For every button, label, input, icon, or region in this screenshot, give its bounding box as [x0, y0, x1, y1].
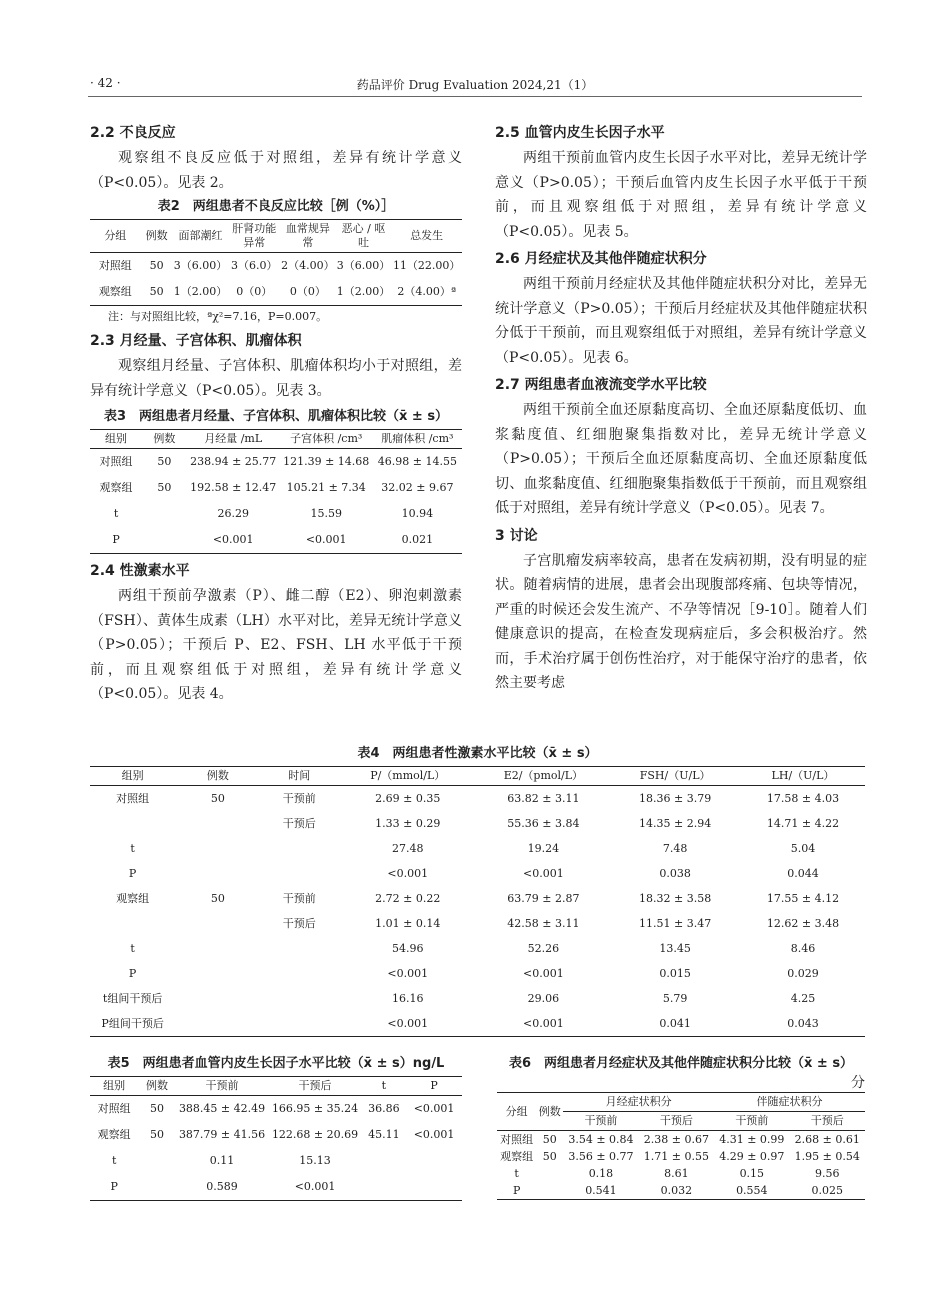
table4-cell: 7.48 — [662, 842, 688, 855]
section-3-title: 3 讨论 — [495, 527, 538, 544]
table3-cell: 32.02 ± 9.67 — [381, 481, 454, 494]
table4-row — [90, 886, 865, 911]
table2-cell: 3（6.00） — [173, 259, 228, 272]
table2-header-cell: 恶心 / 呕吐 — [336, 220, 392, 253]
section-2-3-text: 观察组月经量、子宫体积、肌瘤体积均小于对照组，差异有统计学意义（P<0.05）。见表 3。 — [90, 358, 462, 399]
table3-header-cell: 肌瘤体积 /cm³ — [373, 430, 462, 449]
left-column — [90, 118, 462, 707]
table4-cell: <0.001 — [523, 1017, 564, 1030]
table6-row — [497, 1182, 865, 1200]
table6-cell: 3.56 ± 0.77 — [568, 1150, 634, 1163]
right-column — [495, 118, 867, 696]
table4-cell — [261, 986, 339, 1011]
table4-cell — [175, 936, 260, 961]
table5-cell: t — [111, 1154, 117, 1167]
section-2-5-title: 2.5 血管内皮生长因子水平 — [495, 125, 665, 141]
table4-cell — [261, 936, 339, 961]
table2-cell: 1（2.00） — [336, 285, 391, 298]
table4-cell — [90, 811, 175, 836]
table3-cell: 192.58 ± 12.47 — [190, 481, 277, 494]
table6-header-cell: 例数 — [536, 1093, 563, 1131]
table3-cell — [142, 527, 187, 554]
table4-header-cell: 组别 — [90, 767, 175, 786]
table4-cell — [175, 1011, 260, 1037]
table2-cell: 2（4.00） — [281, 259, 335, 272]
table4-cell: 14.71 ± 4.22 — [766, 817, 840, 830]
table5-cell — [138, 1174, 175, 1201]
table3-header-cell: 组别 — [90, 430, 142, 449]
page-number: · 42 · — [90, 76, 121, 90]
table6-cell: 2.38 ± 0.67 — [643, 1133, 709, 1146]
table5-cell: 0.589 — [206, 1180, 238, 1193]
table4-cell: 0.043 — [787, 1017, 819, 1030]
table6-row — [497, 1131, 865, 1149]
table5-cell: 387.79 ± 41.56 — [178, 1128, 266, 1141]
section-2-4-text: 两组干预前孕激素（P）、雌二醇（E2）、卵泡刺激素（FSH）、黄体生成素（LH）水平对比，差异无统计学意义（P>0.05）；干预后 P、E2、FSH、LH 水平低于干预前，而且观察组低于对照组，差异有统计学意义（P<0.05）。见表 4。 — [90, 588, 462, 702]
table3-cell: 对照组 — [99, 455, 133, 468]
table4-cell: 0.038 — [659, 867, 691, 880]
table4-row — [90, 811, 865, 836]
section-2-5-text: 两组干预前血管内皮生长因子水平对比，差异无统计学意义（P>0.05）；干预后血管内皮生长因子水平低于干预前，而且观察组低于对照组，差异有统计学意义（P<0.05）。见表 5。 — [495, 150, 867, 240]
section-2-2-title: 2.2 不良反应 — [90, 125, 176, 141]
table5-header-cell: 干预后 — [269, 1077, 362, 1096]
table6-cell: 9.56 — [815, 1167, 840, 1180]
table2-caption: 表2 两组患者不良反应比较［例（%）］ — [157, 199, 395, 214]
section-2-3-title: 2.3 月经量、子宫体积、肌瘤体积 — [90, 333, 302, 349]
table6-cell: 1.95 ± 0.54 — [794, 1150, 860, 1163]
table5-cell — [138, 1148, 175, 1174]
table4-cell: 0.041 — [659, 1017, 691, 1030]
table6-row — [497, 1148, 865, 1165]
table4-cell: 1.01 ± 0.14 — [375, 917, 441, 930]
table4-caption: 表4 两组患者性激素水平比较（x̄ ± s） — [357, 746, 598, 761]
table3-cell: 46.98 ± 14.55 — [377, 455, 457, 468]
table6-cell: 0.025 — [811, 1184, 844, 1197]
table6-cell: 0.541 — [585, 1184, 617, 1197]
table5-header-cell: t — [362, 1077, 407, 1096]
table2-header-cell: 肝肾功能异常 — [228, 220, 280, 253]
table6-cell: 3.54 ± 0.84 — [568, 1133, 634, 1146]
table4-cell: <0.001 — [523, 967, 564, 980]
table4-cell: 27.48 — [392, 842, 424, 855]
table4-cell: 1.33 ± 0.29 — [375, 817, 441, 830]
table4-cell: P组间干预后 — [101, 1017, 164, 1030]
table4-cell: 50 — [210, 792, 225, 805]
table4-cell: 29.06 — [527, 992, 560, 1005]
table6-cell: 2.68 ± 0.61 — [794, 1133, 860, 1146]
table4-cell: <0.001 — [387, 867, 429, 880]
table3-cell: 15.59 — [310, 507, 342, 520]
table5-caption: 表5 两组患者血管内皮生长因子水平比较（x̄ ± s）ng/L — [107, 1056, 445, 1071]
table4-cell: 2.69 ± 0.35 — [375, 792, 441, 805]
table5-row — [90, 1148, 462, 1174]
table3-cell: 10.94 — [401, 507, 434, 520]
table4-cell: t — [130, 942, 135, 955]
table3-caption: 表3 两组患者月经量、子宫体积、肌瘤体积比较（x̄ ± s） — [103, 409, 449, 424]
table5-header-cell: P — [406, 1077, 462, 1096]
table4-cell — [261, 1011, 339, 1037]
table4-cell: t — [130, 842, 135, 855]
table4-cell: 17.55 ± 4.12 — [766, 892, 840, 905]
table3-cell: 50 — [157, 481, 172, 494]
table4-cell: 5.04 — [790, 842, 816, 855]
table3-cell: 50 — [157, 455, 172, 468]
table3-header-cell: 月经量 /mL — [187, 430, 280, 449]
table6-subheader-cell: 干预后 — [790, 1112, 865, 1131]
table4-row — [90, 911, 865, 936]
section-2-7-title: 2.7 两组患者血液流变学水平比较 — [495, 377, 707, 393]
table2-header-cell: 总发生 — [391, 220, 462, 253]
table6-cell: 50 — [542, 1133, 557, 1146]
table4-block — [90, 742, 865, 1037]
table6-cell: 0.15 — [739, 1167, 765, 1180]
table4-cell: 17.58 ± 4.03 — [766, 792, 840, 805]
table5-cell: <0.001 — [413, 1102, 455, 1115]
table2-cell: 1（2.00） — [173, 285, 228, 298]
table4-row — [90, 861, 865, 886]
table4-row — [90, 1011, 865, 1037]
table5-header-cell: 例数 — [138, 1077, 175, 1096]
table5-cell — [406, 1148, 462, 1174]
table4-cell: <0.001 — [523, 867, 564, 880]
table6-block — [497, 1052, 865, 1200]
table4-row — [90, 786, 865, 812]
table6-cell: 4.29 ± 0.97 — [719, 1150, 785, 1163]
table3-cell — [142, 501, 187, 527]
table5-cell: 388.45 ± 42.49 — [178, 1102, 266, 1115]
table4-cell: 52.26 — [527, 942, 560, 955]
table6-cell — [536, 1165, 563, 1182]
table6-subheader-cell: 干预后 — [639, 1112, 714, 1131]
table4-cell: 4.25 — [790, 992, 816, 1005]
table5-header-cell: 组别 — [90, 1077, 138, 1096]
table4-cell: 11.51 ± 3.47 — [639, 917, 712, 930]
table2-row — [90, 279, 462, 306]
table4-cell: 63.82 ± 3.11 — [507, 792, 580, 805]
table4-cell: 0.015 — [659, 967, 691, 980]
table4-header-cell: E2/（pmol/L） — [478, 767, 610, 786]
table5-cell: 15.13 — [299, 1154, 331, 1167]
table4-cell: 18.36 ± 3.79 — [639, 792, 712, 805]
table4-cell — [175, 986, 260, 1011]
table3-header-cell: 子宫体积 /cm³ — [280, 430, 373, 449]
table4-cell: <0.001 — [387, 967, 429, 980]
table5-cell: P — [110, 1180, 118, 1193]
table5-cell: 166.95 ± 35.24 — [271, 1102, 359, 1115]
table2-header-cell: 面部潮红 — [173, 220, 229, 253]
table5-cell: 对照组 — [97, 1102, 131, 1115]
table2-cell: 0（0） — [289, 285, 326, 298]
table5-cell: <0.001 — [294, 1180, 336, 1193]
table2-cell: 50 — [149, 285, 164, 298]
table6-group-header: 月经症状积分 — [563, 1093, 714, 1112]
table4-cell: 干预前 — [282, 792, 316, 805]
table6-cell: t — [514, 1167, 519, 1180]
table4-cell: 干预后 — [282, 817, 316, 830]
table4-cell: 8.46 — [790, 942, 816, 955]
table6-cell: 4.31 ± 0.99 — [719, 1133, 785, 1146]
table4-cell: 63.79 ± 2.87 — [507, 892, 580, 905]
table5-block — [90, 1052, 462, 1201]
table2-cell: 3（6.00） — [336, 259, 391, 272]
table5-row — [90, 1122, 462, 1148]
table2-cell: 3（6.0） — [230, 259, 278, 272]
section-2-2-text: 观察组不良反应低于对照组，差异有统计学意义（P<0.05）。见表 2。 — [90, 150, 462, 191]
table4-cell — [175, 961, 260, 986]
table5-cell: 0.11 — [209, 1154, 235, 1167]
table6-row — [497, 1165, 865, 1182]
table4-header-cell: LH/（U/L） — [741, 767, 865, 786]
table6-cell — [536, 1182, 563, 1200]
table5-header-cell: 干预前 — [176, 1077, 269, 1096]
table4-row — [90, 836, 865, 861]
table3-cell: <0.001 — [212, 533, 254, 546]
table3-cell: 105.21 ± 7.34 — [286, 481, 366, 494]
table4-cell: P — [128, 867, 137, 880]
table3-cell: 238.94 ± 25.77 — [190, 455, 277, 468]
table4-cell: 观察组 — [116, 892, 150, 905]
table3-cell: P — [112, 533, 120, 546]
table4-header-cell: FSH/（U/L） — [609, 767, 741, 786]
section-2-6-title: 2.6 月经症状及其他伴随症状积分 — [495, 251, 707, 267]
table4-cell: 对照组 — [116, 792, 150, 805]
table3-cell: 0.021 — [401, 533, 434, 546]
table4-row — [90, 986, 865, 1011]
table3-cell: 121.39 ± 14.68 — [283, 455, 370, 468]
table4-cell: 5.79 — [662, 992, 688, 1005]
table5-cell: 122.68 ± 20.69 — [271, 1128, 359, 1141]
table4-header-cell: P/（mmol/L） — [338, 767, 478, 786]
table6-subheader-cell: 干预前 — [563, 1112, 638, 1131]
table3-row — [90, 501, 462, 527]
table6-cell: P — [512, 1184, 521, 1197]
table4-cell: 干预后 — [282, 917, 316, 930]
table5 — [90, 1076, 462, 1201]
table6-cell: 1.71 ± 0.55 — [643, 1150, 709, 1163]
table6-caption: 表6 两组患者月经症状及其他伴随症状积分比较（x̄ ± s） — [508, 1056, 854, 1071]
table6-cell: 50 — [542, 1150, 557, 1163]
table2-header-cell: 分组 — [90, 220, 141, 253]
table2-row — [90, 253, 462, 280]
table3-cell: 26.29 — [217, 507, 249, 520]
table4-cell: 54.96 — [392, 942, 424, 955]
table5-cell — [406, 1174, 462, 1201]
table4-cell — [261, 961, 339, 986]
journal-title: 药品评价 Drug Evaluation 2024,21（1） — [356, 78, 594, 92]
section-2-4-title: 2.4 性激素水平 — [90, 563, 190, 579]
table4-header-cell: 时间 — [261, 767, 339, 786]
table4-cell — [90, 911, 175, 936]
table6-unit: 分 — [851, 1075, 865, 1091]
table5-cell — [362, 1174, 407, 1201]
table2-header-cell: 例数 — [141, 220, 173, 253]
section-2-6-text: 两组干预前月经症状及其他伴随症状积分对比，差异无统计学意义（P>0.05）；干预后月经症状及其他伴随症状积分低于干预前，而且观察组低于对照组，差异有统计学意义（P<0.05）。见表 6。 — [495, 276, 867, 366]
table5-row — [90, 1174, 462, 1201]
table4-cell: 19.24 — [527, 842, 560, 855]
table5-cell: 45.11 — [368, 1128, 400, 1141]
section-3-text: 子宫肌瘤发病率较高，患者在发病初期，没有明显的症状。随着病情的进展，患者会出现腹部疼痛、包块等情况，严重的时候还会发生流产、不孕等情况［9-10］。随着人们健康意识的提高，在检查发现病症后，多会积极治疗。然而，手术治疗属于创伤性治疗，对于能保守治疗的患者，依然主要考虑 — [495, 552, 867, 691]
table4-cell: P — [128, 967, 137, 980]
table6-header-cell: 分组 — [497, 1093, 536, 1131]
table6-cell: 8.61 — [664, 1167, 689, 1180]
section-2-7-text: 两组干预前全血还原黏度高切、全血还原黏度低切、血浆黏度值、红细胞聚集指数对比，差异无统计学意义（P>0.05）；干预后全血还原黏度高切、全血还原黏度低切、血浆黏度值、红细胞聚集指数低于干预前，而且观察组低于对照组，差异有统计学意义（P<0.05）。见表 7。 — [495, 402, 867, 516]
table2-cell: 2（4.00）ª — [397, 285, 457, 298]
table4-cell: 16.16 — [392, 992, 424, 1005]
table3 — [90, 429, 462, 554]
table6-subheader-cell: 干预前 — [714, 1112, 789, 1131]
table2-header-cell: 血常规异常 — [280, 220, 336, 253]
table5-cell: <0.001 — [413, 1128, 455, 1141]
table6-group-header: 伴随症状积分 — [714, 1093, 865, 1112]
table6-cell: 0.032 — [660, 1184, 693, 1197]
table4 — [90, 766, 865, 1037]
table4-cell: 55.36 ± 3.84 — [507, 817, 580, 830]
table4-cell — [261, 836, 339, 861]
table4-cell — [175, 811, 260, 836]
table4-cell: 0.029 — [787, 967, 819, 980]
table5-cell: 观察组 — [97, 1128, 131, 1141]
table4-cell: 50 — [210, 892, 225, 905]
table2-cell: 对照组 — [98, 259, 132, 272]
table5-cell: 50 — [149, 1102, 164, 1115]
table3-cell: t — [113, 507, 119, 520]
table2-cell: 11（22.00） — [392, 259, 461, 272]
table4-cell: <0.001 — [387, 1017, 429, 1030]
table2 — [90, 219, 462, 306]
table5-cell — [362, 1148, 407, 1174]
table2-note: 注：与对照组比较，ªχ²=7.16，P=0.007。 — [108, 310, 328, 323]
table6-cell: 对照组 — [500, 1133, 534, 1146]
table4-cell: 18.32 ± 3.58 — [639, 892, 712, 905]
table4-cell — [175, 836, 260, 861]
running-header — [88, 72, 862, 97]
table4-cell: t组间干预后 — [102, 992, 163, 1005]
table3-row — [90, 475, 462, 501]
table4-cell: 2.72 ± 0.22 — [375, 892, 441, 905]
table6-cell: 0.554 — [736, 1184, 768, 1197]
table6 — [497, 1092, 865, 1200]
table4-cell — [175, 861, 260, 886]
table4-cell: 干预前 — [282, 892, 316, 905]
table6-cell: 观察组 — [500, 1150, 534, 1163]
table4-header-cell: 例数 — [175, 767, 260, 786]
table2-cell: 观察组 — [98, 285, 132, 298]
table4-cell: 42.58 ± 3.11 — [507, 917, 580, 930]
table5-row — [90, 1096, 462, 1123]
table4-row — [90, 961, 865, 986]
table3-row — [90, 527, 462, 554]
table5-cell: 50 — [149, 1128, 164, 1141]
table4-cell — [175, 911, 260, 936]
table5-cell: 36.86 — [368, 1102, 400, 1115]
table3-cell: <0.001 — [305, 533, 347, 546]
table3-row — [90, 449, 462, 476]
table4-cell: 12.62 ± 3.48 — [766, 917, 840, 930]
table4-cell — [261, 861, 339, 886]
table3-header-cell: 例数 — [142, 430, 187, 449]
table2-cell: 50 — [149, 259, 164, 272]
table4-cell: 14.35 ± 2.94 — [639, 817, 712, 830]
table4-row — [90, 936, 865, 961]
table6-cell: 0.18 — [588, 1167, 614, 1180]
table4-cell: 13.45 — [659, 942, 691, 955]
table4-cell: 0.044 — [787, 867, 819, 880]
table3-cell: 观察组 — [99, 481, 133, 494]
table2-cell: 0（0） — [236, 285, 273, 298]
